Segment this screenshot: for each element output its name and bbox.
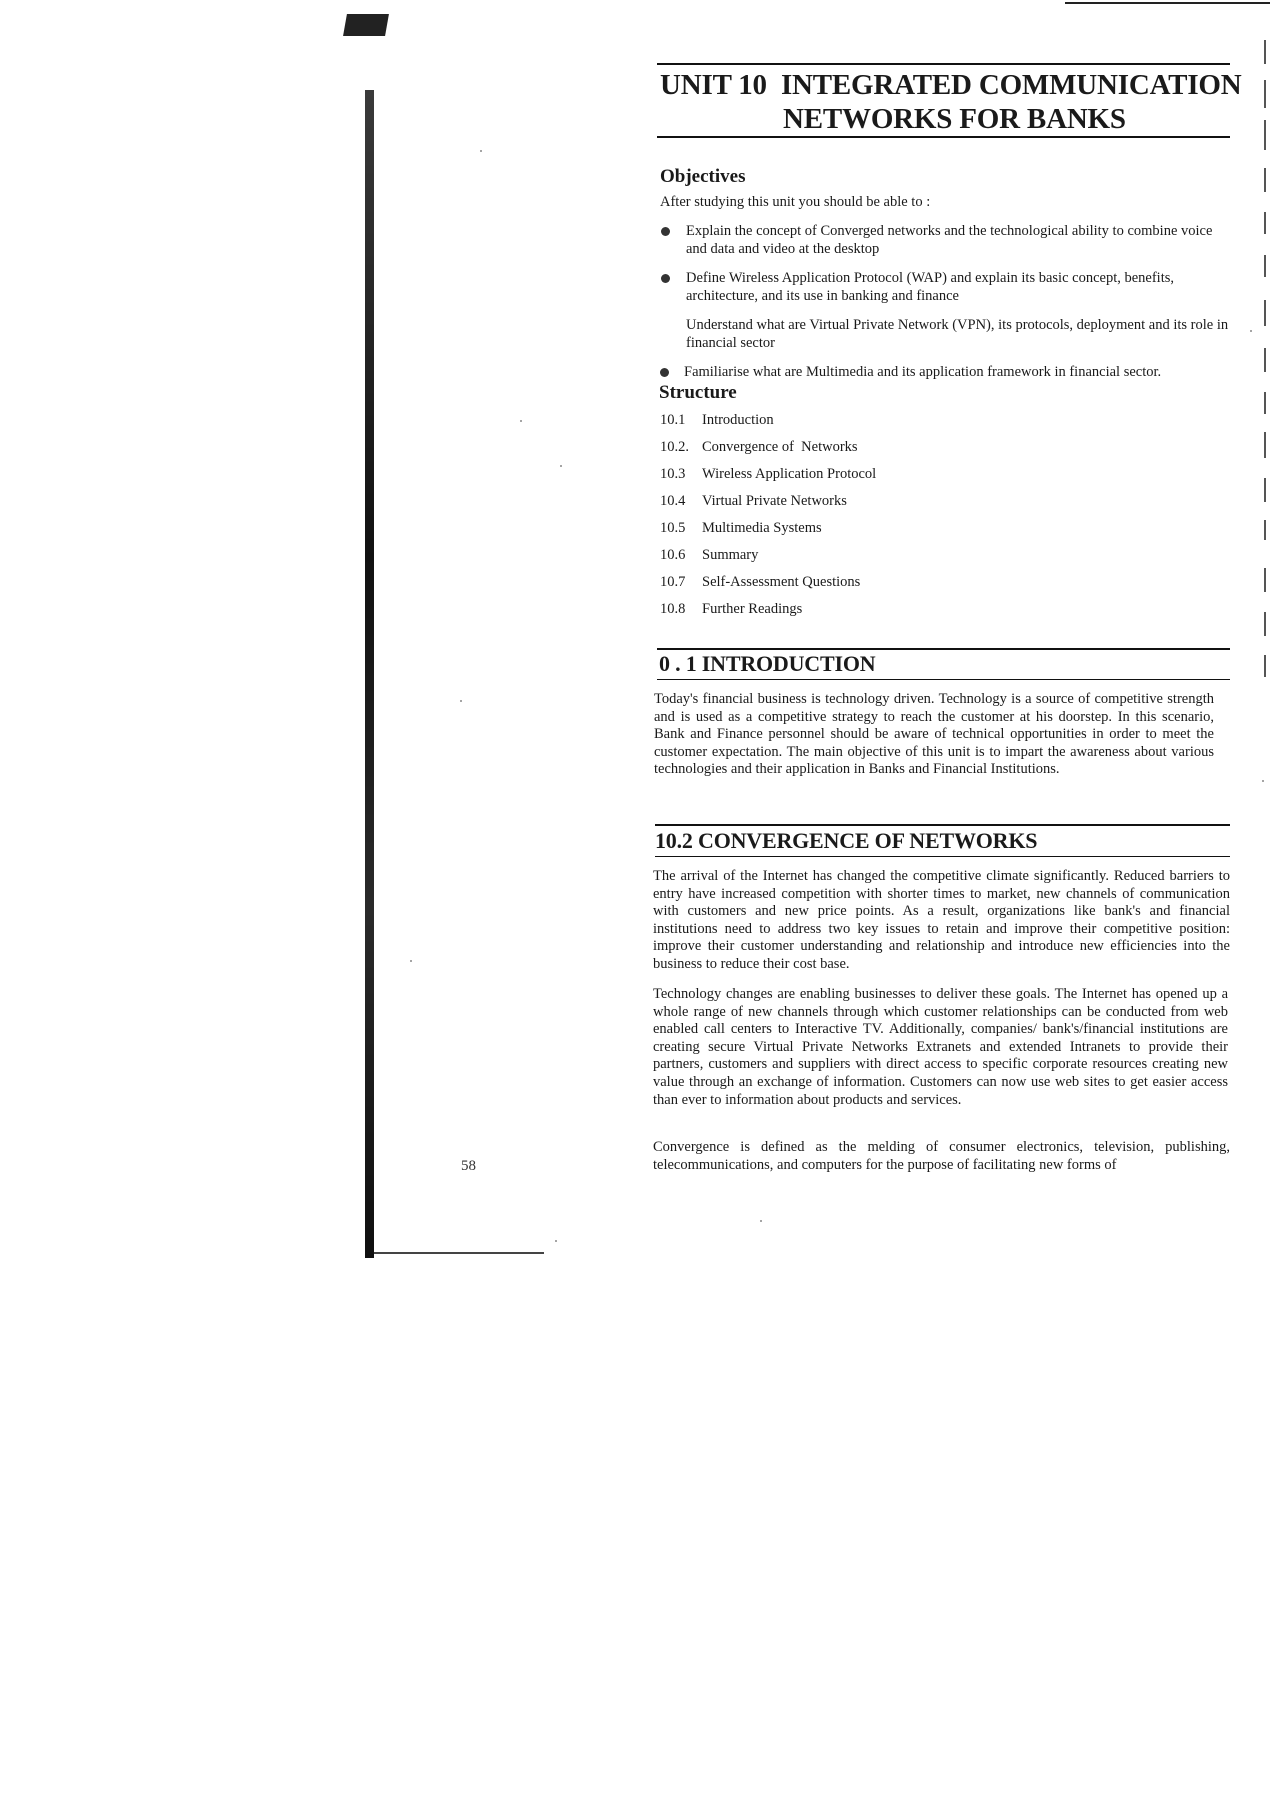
toc-row xyxy=(660,547,876,574)
toc-label: Wireless Application Protocol xyxy=(702,466,877,482)
objectives-heading: Objectives xyxy=(660,166,746,187)
section-bottom-rule xyxy=(655,856,1230,857)
page-number: 58 xyxy=(461,1158,476,1174)
toc-number: 10.6 xyxy=(660,547,686,563)
scan-speck xyxy=(520,420,522,422)
section-bottom-rule xyxy=(657,679,1230,680)
scan-speck xyxy=(555,1240,557,1242)
margin-tick xyxy=(1264,520,1266,540)
objective-item xyxy=(657,363,1230,381)
scan-bottom-edge xyxy=(374,1252,544,1254)
margin-tick xyxy=(1264,348,1266,372)
toc-number: 10.2. xyxy=(660,439,689,455)
margin-tick xyxy=(1264,80,1266,108)
margin-tick xyxy=(1264,612,1266,636)
toc-row xyxy=(660,520,876,547)
convergence-paragraph-1: The arrival of the Internet has changed the competitive climate significantly. Reduced barriers to entry have increased competition with shorter times to market, new channels of communication with customers and new price points. As a result, organizations like bank's and financial institutions need to address two key issues to retain and improve their competitive position: improve their customer understanding and relationship and introduce new efficiencies into the business to reduce their cost base. xyxy=(653,868,1230,972)
objectives-list xyxy=(658,222,1230,392)
objective-item xyxy=(658,222,1230,258)
bullet-icon xyxy=(661,227,670,236)
objective-text: Understand what are Virtual Private Network (VPN), its protocols, deployment and its role in financial sector xyxy=(686,317,1229,351)
scan-corner-mark xyxy=(343,14,389,36)
margin-tick xyxy=(1264,255,1266,277)
margin-tick xyxy=(1264,478,1266,502)
bullet-icon xyxy=(661,274,670,283)
margin-tick xyxy=(1264,655,1266,677)
margin-tick xyxy=(1264,120,1266,150)
toc-number: 10.3 xyxy=(660,466,686,482)
section-top-rule xyxy=(655,824,1230,826)
objective-item xyxy=(658,316,1230,352)
toc-row xyxy=(660,601,876,628)
convergence-paragraph-2: Technology changes are enabling businesses to deliver these goals. The Internet has opened up a whole range of new channels through which customer relationships can be conducted from web enabled call centers to Interactive TV. Additionally, companies/ bank's/financial institutions are creating secure Virtual Private Networks Extranets and extended Intranets to provide their partners, customers and suppliers with direct access to specific corporate resources creating new value through an exchange of information. Customers can now use web sites to get easier access than ever to information about products and services. xyxy=(653,986,1228,1108)
margin-tick xyxy=(1264,212,1266,234)
introduction-paragraph: Today's financial business is technology driven. Technology is a source of competitive strength and is used as a competitive strategy to reach the customer at his doorstep. In this scenario, Bank and Finance personnel should be aware of technical opportunities in order to meet the customer expectation. The main objective of this unit is to impart the awareness about various technologies and their application in Banks and Financial Institutions. xyxy=(654,691,1214,778)
scan-speck xyxy=(760,1220,762,1222)
structure-heading: Structure xyxy=(659,382,737,403)
unit-title xyxy=(660,68,1242,136)
convergence-heading: 10.2 CONVERGENCE OF NETWORKS xyxy=(655,828,1038,853)
toc-label: Further Readings xyxy=(702,601,803,617)
scan-speck xyxy=(480,150,482,152)
bullet-icon xyxy=(660,368,669,377)
toc-label: Multimedia Systems xyxy=(702,520,822,536)
margin-tick xyxy=(1264,300,1266,326)
structure-list xyxy=(660,412,876,628)
unit-title-line1: UNIT 10 INTEGRATED COMMUNICATION xyxy=(660,69,1242,101)
toc-row xyxy=(660,439,876,466)
scan-speck xyxy=(460,700,462,702)
scan-speck xyxy=(1262,780,1264,782)
unit-title-line2: NETWORKS FOR BANKS xyxy=(783,103,1126,135)
scan-speck xyxy=(560,465,562,467)
toc-number: 10.4 xyxy=(660,493,686,509)
toc-label: Convergence of Networks xyxy=(702,439,858,455)
scan-speck xyxy=(1250,330,1252,332)
section-top-rule xyxy=(657,648,1230,650)
objectives-intro: After studying this unit you should be able to : xyxy=(660,194,931,210)
margin-tick xyxy=(1264,568,1266,592)
toc-label: Virtual Private Networks xyxy=(702,493,847,509)
objective-text: Define Wireless Application Protocol (WAP) and explain its basic concept, benefits, architecture, and its use in banking and finance xyxy=(686,270,1174,304)
margin-tick xyxy=(1264,40,1266,64)
introduction-heading: 0 . 1 INTRODUCTION xyxy=(659,651,876,676)
margin-tick xyxy=(1264,432,1266,458)
top-edge-rule xyxy=(1065,2,1270,4)
toc-row xyxy=(660,412,876,439)
objective-text: Explain the concept of Converged networks and the technological ability to combine voice and data and video at the desktop xyxy=(686,223,1213,257)
toc-row xyxy=(660,574,876,601)
toc-number: 10.7 xyxy=(660,574,686,590)
objective-text: Familiarise what are Multimedia and its application framework in financial sector. xyxy=(684,364,1162,380)
toc-label: Summary xyxy=(702,547,759,563)
toc-label: Self-Assessment Questions xyxy=(702,574,861,590)
margin-tick xyxy=(1264,392,1266,414)
title-top-rule xyxy=(657,63,1230,65)
toc-row xyxy=(660,493,876,520)
title-bottom-rule xyxy=(657,136,1230,138)
objective-item xyxy=(658,269,1230,305)
toc-number: 10.5 xyxy=(660,520,686,536)
toc-row xyxy=(660,466,876,493)
margin-tick xyxy=(1264,168,1266,192)
scan-speck xyxy=(410,960,412,962)
binding-edge-shadow xyxy=(365,90,374,1258)
toc-number: 10.8 xyxy=(660,601,686,617)
convergence-paragraph-3: Convergence is defined as the melding of consumer electronics, television, publishing, telecommunications, and computers for the purpose of facilitating new forms of xyxy=(653,1139,1230,1173)
toc-label: Introduction xyxy=(702,412,774,428)
toc-number: 10.1 xyxy=(660,412,686,428)
